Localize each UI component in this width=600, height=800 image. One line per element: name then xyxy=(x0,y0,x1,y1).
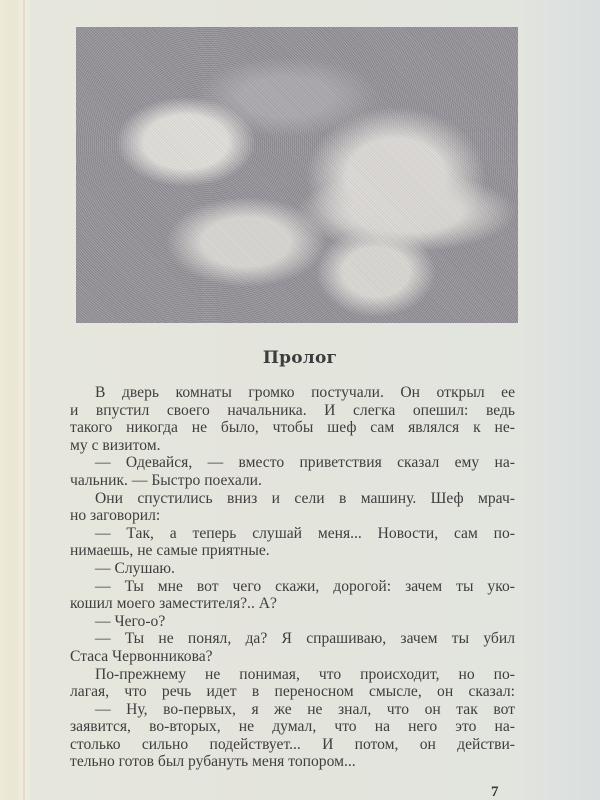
chapter-heading: Пролог xyxy=(262,348,338,368)
text-line: — Чего-о? xyxy=(95,612,166,630)
text-line: такого никогда не было, чтобы шеф сам являлся к не- xyxy=(70,419,515,437)
page-edge-shadow xyxy=(520,0,600,800)
text-line: кошил моего заместителя?.. А? xyxy=(70,595,277,613)
text-line: — Слушаю. xyxy=(95,559,175,577)
illustration-reclining-woman xyxy=(76,27,518,323)
text-line: — Ты мне вот чего скажи, дорогой: зачем ты уко- xyxy=(95,577,515,595)
text-line: лагая, что речь идет в переносном смысле, он сказал: xyxy=(70,683,515,701)
text-line: В дверь комнаты громко постучали. Он открыл ее xyxy=(95,384,515,401)
text-line: столько сильно подействует... И потом, он действи- xyxy=(70,735,515,753)
book-gutter xyxy=(23,0,25,800)
text-line: — Одевайся, — вместо приветствия сказал ему на- xyxy=(95,454,515,472)
text-line: По-прежнему не понимая, что происходит, но по- xyxy=(95,665,515,683)
text-line: — Так, а теперь слушай меня... Новости, сам по- xyxy=(95,524,515,542)
text-line: и впустил своего начальника. И слегка опешил: ведь xyxy=(70,401,515,419)
text-line: Они спустились вниз и сели в машину. Шеф мрач- xyxy=(95,489,515,507)
text-line: Стаса Червонникова? xyxy=(70,647,213,665)
text-line: му с визитом. xyxy=(70,436,161,454)
page-number: 7 xyxy=(491,784,499,800)
body-text xyxy=(70,384,515,771)
text-line: — Ты не понял, да? Я спрашиваю, зачем ты убил xyxy=(95,630,515,648)
text-line: нимаешь, не самые приятные. xyxy=(70,542,270,560)
text-line: но заговорил: xyxy=(70,507,161,525)
text-line: заявится, во-вторых, не думал, что на него это на- xyxy=(70,718,515,736)
text-line: тельно готов был рубануть меня топором... xyxy=(70,753,356,771)
text-line: чальник. — Быстро поехали. xyxy=(70,471,262,489)
text-line: — Ну, во-первых, я же не знал, что он так вот xyxy=(95,700,515,718)
